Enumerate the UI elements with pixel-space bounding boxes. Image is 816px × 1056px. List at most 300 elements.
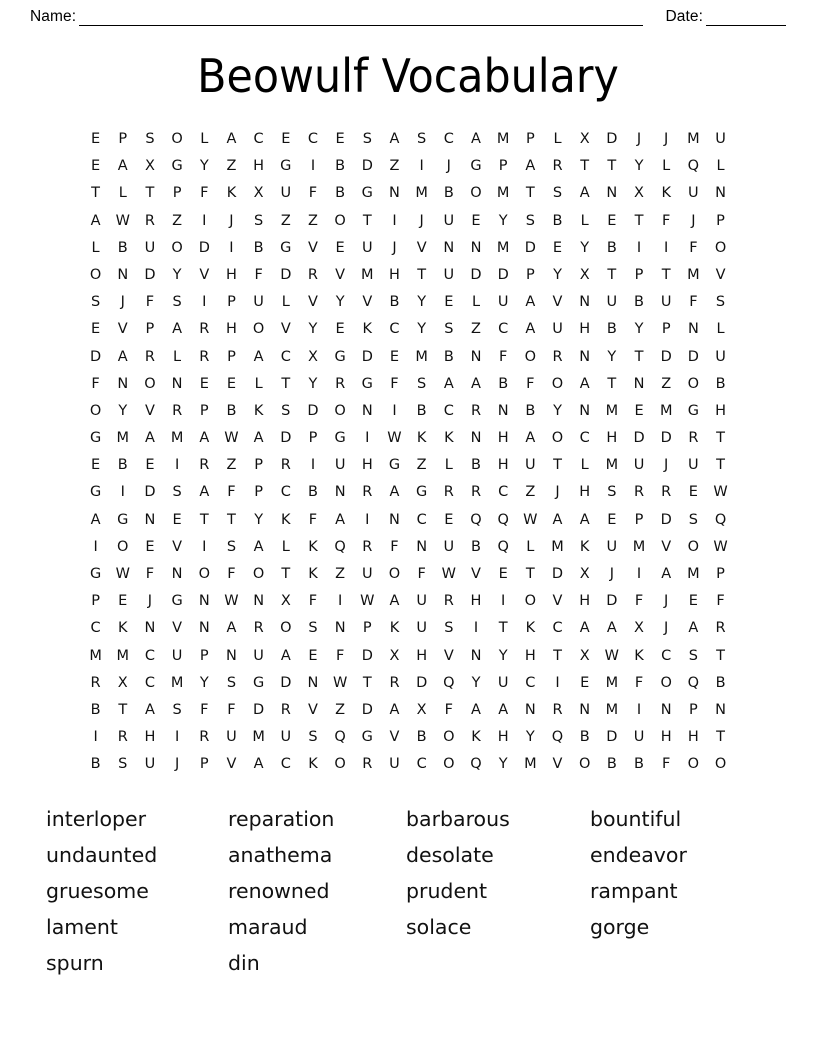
grid-cell[interactable]: O	[443, 756, 455, 773]
grid-cell[interactable]: T	[716, 430, 725, 447]
grid-cell[interactable]: U	[606, 294, 618, 311]
grid-cell[interactable]: U	[253, 294, 264, 311]
grid-cell[interactable]: T	[118, 701, 128, 718]
grid-cell[interactable]: Q	[497, 511, 509, 528]
grid-cell[interactable]: F	[145, 566, 155, 582]
grid-cell[interactable]: Q	[497, 538, 509, 555]
grid-cell[interactable]: M	[415, 348, 428, 365]
grid-cell[interactable]: O	[551, 375, 564, 392]
grid-cell[interactable]: B	[117, 239, 128, 256]
grid-cell[interactable]: Y	[634, 158, 644, 175]
grid-cell[interactable]: P	[145, 321, 155, 338]
grid-cell[interactable]: A	[90, 511, 101, 528]
grid-cell[interactable]: H	[687, 729, 699, 746]
grid-cell[interactable]: T	[227, 511, 236, 528]
grid-cell[interactable]: Q	[687, 158, 700, 175]
word-list-item[interactable]: reparation	[228, 806, 335, 831]
grid-cell[interactable]: V	[280, 321, 291, 338]
grid-cell[interactable]: Y	[308, 321, 318, 338]
grid-cell[interactable]: D	[633, 430, 645, 447]
grid-cell[interactable]: N	[171, 375, 183, 392]
grid-cell[interactable]: I	[202, 294, 207, 311]
grid-cell[interactable]: S	[145, 131, 155, 147]
grid-cell[interactable]: Z	[226, 158, 237, 175]
grid-cell[interactable]: K	[579, 538, 590, 555]
grid-cell[interactable]: E	[471, 212, 481, 229]
grid-cell[interactable]: Y	[471, 674, 481, 691]
grid-cell[interactable]: U	[361, 239, 373, 256]
grid-cell[interactable]: E	[498, 566, 508, 582]
word-list-item[interactable]: solace	[406, 914, 472, 939]
grid-cell[interactable]: M	[116, 430, 130, 447]
grid-cell[interactable]: S	[172, 294, 182, 311]
grid-cell[interactable]: K	[308, 538, 318, 555]
grid-cell[interactable]: H	[579, 484, 591, 501]
grid-cell[interactable]: B	[498, 375, 509, 392]
grid-cell[interactable]: R	[470, 484, 482, 501]
grid-cell[interactable]: Z	[335, 701, 346, 718]
grid-cell[interactable]: F	[444, 701, 453, 718]
grid-cell[interactable]: R	[280, 701, 291, 718]
grid-cell[interactable]: Y	[525, 729, 535, 746]
grid-cell[interactable]: V	[308, 239, 318, 256]
grid-cell[interactable]: R	[633, 484, 645, 501]
grid-cell[interactable]: F	[91, 375, 100, 392]
grid-cell[interactable]: M	[605, 402, 619, 419]
grid-cell[interactable]: N	[334, 620, 346, 637]
grid-cell[interactable]: B	[307, 484, 318, 501]
grid-cell[interactable]: A	[498, 701, 509, 718]
grid-cell[interactable]: O	[714, 756, 727, 773]
grid-cell[interactable]: J	[120, 294, 125, 311]
grid-cell[interactable]: A	[443, 375, 454, 392]
grid-cell[interactable]: H	[715, 402, 726, 419]
grid-cell[interactable]: C	[443, 402, 454, 419]
grid-cell[interactable]: U	[253, 647, 264, 664]
grid-cell[interactable]: T	[716, 457, 725, 474]
grid-cell[interactable]: T	[525, 566, 535, 582]
grid-cell[interactable]: B	[579, 729, 590, 746]
grid-cell[interactable]: X	[634, 620, 644, 637]
grid-cell[interactable]: P	[227, 294, 236, 311]
grid-cell[interactable]: B	[226, 402, 237, 419]
grid-cell[interactable]: T	[661, 266, 671, 283]
grid-cell[interactable]: L	[91, 239, 100, 256]
word-list-item[interactable]: renowned	[228, 878, 330, 903]
word-list-item[interactable]: gorge	[590, 914, 650, 939]
grid-cell[interactable]: I	[664, 239, 669, 256]
grid-cell[interactable]: F	[308, 511, 318, 528]
word-list-item[interactable]: spurn	[46, 950, 104, 975]
grid-cell[interactable]: D	[606, 593, 618, 610]
grid-cell[interactable]: S	[417, 375, 427, 392]
grid-cell[interactable]: Y	[172, 266, 182, 283]
grid-cell[interactable]: A	[525, 321, 536, 338]
grid-cell[interactable]: Q	[470, 511, 482, 528]
grid-cell[interactable]: I	[392, 402, 397, 419]
grid-cell[interactable]: U	[497, 294, 509, 311]
grid-cell[interactable]: K	[118, 620, 128, 637]
grid-cell[interactable]: B	[443, 348, 454, 365]
grid-cell[interactable]: B	[389, 294, 400, 311]
grid-cell[interactable]: X	[280, 593, 291, 610]
grid-cell[interactable]: E	[688, 593, 698, 610]
grid-cell[interactable]: U	[525, 457, 536, 474]
grid-cell[interactable]: S	[172, 484, 182, 501]
grid-cell[interactable]: F	[390, 375, 399, 392]
grid-cell[interactable]: V	[172, 538, 183, 555]
grid-cell[interactable]: I	[365, 511, 370, 528]
grid-cell[interactable]: T	[145, 185, 155, 202]
grid-cell[interactable]: A	[525, 430, 536, 447]
grid-cell[interactable]: E	[580, 674, 590, 691]
word-list-item[interactable]: maraud	[228, 914, 308, 939]
grid-cell[interactable]: B	[90, 756, 101, 773]
grid-cell[interactable]: E	[91, 131, 101, 147]
grid-cell[interactable]: N	[117, 266, 129, 283]
grid-cell[interactable]: M	[687, 566, 700, 582]
grid-cell[interactable]: A	[199, 430, 210, 447]
grid-cell[interactable]: N	[416, 538, 428, 555]
grid-cell[interactable]: N	[389, 185, 400, 202]
grid-cell[interactable]: D	[416, 674, 428, 691]
grid-cell[interactable]: R	[552, 158, 563, 175]
grid-cell[interactable]: R	[661, 484, 672, 501]
grid-cell[interactable]: C	[280, 756, 291, 773]
grid-cell[interactable]: O	[117, 538, 129, 555]
grid-cell[interactable]: B	[606, 756, 617, 773]
grid-cell[interactable]: O	[280, 620, 292, 637]
grid-cell[interactable]: I	[392, 212, 397, 229]
grid-cell[interactable]: R	[470, 402, 482, 419]
grid-cell[interactable]: V	[389, 729, 400, 746]
grid-cell[interactable]: Y	[417, 321, 427, 338]
grid-cell[interactable]: V	[552, 294, 563, 311]
grid-cell[interactable]: F	[498, 348, 508, 365]
grid-cell[interactable]: O	[660, 674, 672, 691]
grid-cell[interactable]: X	[389, 647, 400, 664]
grid-cell[interactable]: E	[308, 647, 318, 664]
word-list-item[interactable]: desolate	[406, 842, 494, 867]
grid-cell[interactable]: P	[91, 593, 100, 610]
word-list-item[interactable]: prudent	[406, 878, 488, 903]
grid-cell[interactable]: G	[361, 185, 373, 202]
grid-cell[interactable]: A	[389, 484, 400, 501]
grid-cell[interactable]: T	[607, 266, 617, 283]
grid-cell[interactable]: O	[334, 756, 346, 773]
grid-cell[interactable]: X	[253, 185, 264, 202]
grid-cell[interactable]: A	[688, 620, 699, 637]
grid-cell[interactable]: H	[144, 729, 156, 746]
grid-cell[interactable]: L	[716, 158, 725, 175]
grid-cell[interactable]: M	[496, 185, 510, 202]
grid-cell[interactable]: B	[634, 294, 644, 311]
grid-cell[interactable]: I	[636, 566, 642, 582]
name-input-line[interactable]	[79, 10, 643, 26]
grid-cell[interactable]: Y	[335, 294, 345, 311]
grid-cell[interactable]: F	[662, 756, 671, 773]
grid-cell[interactable]: L	[281, 294, 290, 311]
grid-cell[interactable]: K	[661, 185, 671, 202]
grid-cell[interactable]: T	[281, 375, 291, 392]
grid-cell[interactable]: Y	[199, 158, 209, 175]
grid-cell[interactable]: L	[200, 131, 209, 147]
grid-cell[interactable]: O	[171, 239, 183, 256]
grid-cell[interactable]: W	[713, 484, 728, 501]
grid-cell[interactable]: G	[89, 430, 102, 447]
grid-cell[interactable]: I	[174, 457, 180, 474]
grid-cell[interactable]: I	[202, 538, 207, 555]
grid-cell[interactable]: L	[254, 375, 263, 392]
grid-cell[interactable]: B	[335, 185, 346, 202]
grid-cell[interactable]: P	[254, 484, 263, 501]
grid-cell[interactable]: V	[362, 294, 373, 311]
grid-cell[interactable]: B	[416, 402, 427, 419]
grid-cell[interactable]: X	[579, 266, 590, 283]
grid-cell[interactable]: G	[280, 239, 292, 256]
grid-cell[interactable]: N	[144, 620, 156, 637]
grid-cell[interactable]: G	[334, 348, 346, 365]
grid-cell[interactable]: W	[523, 511, 538, 528]
grid-cell[interactable]: G	[334, 430, 346, 447]
grid-cell[interactable]: P	[634, 266, 644, 283]
grid-cell[interactable]: U	[552, 321, 563, 338]
grid-cell[interactable]: T	[525, 185, 535, 202]
grid-cell[interactable]: Z	[335, 566, 346, 582]
grid-cell[interactable]: R	[362, 756, 373, 773]
grid-cell[interactable]: E	[172, 511, 182, 528]
grid-cell[interactable]: E	[145, 538, 155, 555]
grid-cell[interactable]: I	[229, 239, 234, 256]
grid-cell[interactable]: F	[200, 185, 209, 202]
grid-cell[interactable]: S	[118, 756, 128, 773]
grid-cell[interactable]: G	[89, 566, 102, 582]
word-list-item[interactable]: barbarous	[406, 806, 510, 831]
grid-cell[interactable]: O	[524, 593, 537, 610]
grid-cell[interactable]: C	[307, 131, 319, 147]
grid-cell[interactable]: A	[471, 701, 481, 718]
grid-cell[interactable]: D	[606, 729, 618, 746]
grid-cell[interactable]: A	[226, 131, 237, 147]
grid-cell[interactable]: O	[524, 348, 537, 365]
grid-cell[interactable]: R	[199, 321, 210, 338]
grid-cell[interactable]: Q	[470, 756, 482, 773]
grid-cell[interactable]: R	[307, 266, 318, 283]
grid-cell[interactable]: A	[525, 158, 536, 175]
grid-cell[interactable]: U	[688, 457, 699, 474]
grid-cell[interactable]: A	[280, 647, 291, 664]
grid-cell[interactable]: P	[308, 430, 318, 447]
grid-cell[interactable]: Q	[551, 729, 564, 746]
grid-cell[interactable]: U	[715, 131, 726, 147]
grid-cell[interactable]: U	[606, 538, 618, 555]
grid-cell[interactable]: T	[580, 158, 590, 175]
grid-cell[interactable]: F	[227, 701, 236, 718]
grid-cell[interactable]: Z	[471, 321, 481, 338]
grid-cell[interactable]: S	[688, 647, 698, 664]
grid-cell[interactable]: K	[444, 430, 454, 447]
grid-cell[interactable]: C	[416, 511, 427, 528]
grid-cell[interactable]: F	[662, 212, 671, 229]
grid-cell[interactable]: M	[687, 266, 700, 283]
grid-cell[interactable]: I	[93, 729, 98, 746]
grid-cell[interactable]: O	[89, 402, 102, 419]
grid-cell[interactable]: U	[334, 457, 346, 474]
grid-cell[interactable]: W	[604, 647, 620, 664]
grid-cell[interactable]: S	[715, 294, 726, 311]
grid-cell[interactable]: C	[579, 430, 590, 447]
grid-cell[interactable]: F	[689, 239, 698, 256]
grid-cell[interactable]: V	[471, 566, 481, 582]
grid-cell[interactable]: S	[444, 620, 454, 637]
grid-cell[interactable]: U	[280, 185, 292, 202]
grid-cell[interactable]: B	[253, 239, 264, 256]
grid-cell[interactable]: A	[253, 756, 264, 773]
grid-cell[interactable]: U	[688, 185, 699, 202]
grid-cell[interactable]: G	[416, 484, 428, 501]
grid-cell[interactable]: U	[171, 647, 183, 664]
grid-cell[interactable]: P	[199, 756, 209, 773]
grid-cell[interactable]: P	[525, 266, 535, 283]
grid-cell[interactable]: B	[715, 674, 726, 691]
grid-cell[interactable]: D	[361, 158, 373, 175]
grid-cell[interactable]: Y	[254, 511, 264, 528]
grid-cell[interactable]: E	[335, 131, 345, 147]
grid-cell[interactable]: M	[551, 538, 564, 555]
grid-cell[interactable]: J	[609, 566, 614, 582]
word-list-item[interactable]: bountiful	[590, 806, 682, 831]
grid-cell[interactable]: J	[419, 212, 424, 229]
grid-cell[interactable]: L	[526, 538, 535, 555]
grid-cell[interactable]: W	[441, 566, 456, 582]
grid-cell[interactable]: M	[361, 266, 374, 283]
grid-cell[interactable]: G	[171, 593, 183, 610]
grid-cell[interactable]: E	[607, 212, 617, 229]
grid-cell[interactable]: A	[389, 131, 400, 147]
grid-cell[interactable]: U	[280, 729, 292, 746]
grid-cell[interactable]: H	[524, 647, 536, 664]
grid-cell[interactable]: G	[388, 457, 401, 474]
grid-cell[interactable]: E	[91, 321, 101, 338]
grid-cell[interactable]: N	[470, 647, 482, 664]
grid-cell[interactable]: U	[633, 729, 645, 746]
grid-cell[interactable]: B	[715, 375, 726, 392]
grid-cell[interactable]: K	[416, 430, 427, 447]
grid-cell[interactable]: T	[199, 511, 209, 528]
grid-cell[interactable]: M	[605, 674, 619, 691]
grid-cell[interactable]: R	[715, 620, 726, 637]
date-input-line[interactable]	[706, 10, 786, 26]
grid-cell[interactable]: C	[280, 348, 291, 365]
grid-cell[interactable]: S	[688, 511, 698, 528]
grid-cell[interactable]: E	[199, 375, 209, 392]
grid-cell[interactable]: Z	[226, 457, 237, 474]
grid-cell[interactable]: P	[118, 131, 128, 147]
grid-cell[interactable]: K	[281, 511, 291, 528]
grid-cell[interactable]: B	[552, 212, 563, 229]
grid-cell[interactable]: H	[606, 430, 618, 447]
word-search-grid[interactable]	[82, 126, 734, 779]
grid-cell[interactable]: U	[497, 674, 509, 691]
grid-cell[interactable]: U	[633, 457, 645, 474]
grid-cell[interactable]: K	[308, 566, 318, 582]
grid-cell[interactable]: V	[308, 701, 318, 718]
grid-cell[interactable]: H	[225, 266, 237, 283]
grid-cell[interactable]: P	[362, 620, 372, 637]
grid-cell[interactable]: C	[498, 484, 509, 501]
grid-cell[interactable]: J	[664, 457, 669, 474]
grid-cell[interactable]: L	[716, 321, 725, 338]
grid-cell[interactable]: G	[171, 158, 183, 175]
grid-cell[interactable]: O	[334, 402, 346, 419]
grid-cell[interactable]: I	[310, 457, 316, 474]
grid-cell[interactable]: V	[661, 538, 672, 555]
word-list-item[interactable]: gruesome	[46, 878, 149, 903]
grid-cell[interactable]: Y	[199, 674, 209, 691]
grid-cell[interactable]: D	[361, 348, 373, 365]
grid-cell[interactable]: P	[498, 158, 508, 175]
grid-cell[interactable]: Q	[443, 674, 455, 691]
grid-cell[interactable]: I	[555, 674, 560, 691]
grid-cell[interactable]: F	[308, 185, 318, 202]
grid-cell[interactable]: W	[224, 430, 239, 447]
grid-cell[interactable]: M	[170, 430, 184, 447]
grid-cell[interactable]: B	[606, 239, 617, 256]
grid-cell[interactable]: G	[470, 158, 482, 175]
grid-cell[interactable]: D	[253, 701, 265, 718]
grid-cell[interactable]: K	[362, 321, 373, 338]
grid-cell[interactable]: Z	[280, 212, 291, 229]
grid-cell[interactable]: H	[497, 457, 509, 474]
grid-cell[interactable]: A	[199, 484, 210, 501]
grid-cell[interactable]: N	[470, 239, 482, 256]
grid-cell[interactable]: M	[659, 402, 673, 419]
grid-cell[interactable]: C	[144, 647, 155, 664]
grid-cell[interactable]: X	[144, 158, 155, 175]
grid-cell[interactable]: S	[172, 701, 182, 718]
grid-cell[interactable]: I	[174, 729, 180, 746]
grid-cell[interactable]: Z	[661, 375, 672, 392]
grid-cell[interactable]: P	[525, 131, 535, 147]
grid-cell[interactable]: Y	[607, 348, 617, 365]
grid-cell[interactable]: H	[225, 321, 237, 338]
grid-cell[interactable]: Y	[498, 756, 508, 773]
grid-cell[interactable]: V	[117, 321, 128, 338]
grid-cell[interactable]: O	[334, 212, 346, 229]
word-list-item[interactable]: rampant	[590, 878, 678, 903]
grid-cell[interactable]: A	[661, 566, 672, 582]
grid-cell[interactable]: J	[174, 756, 180, 773]
grid-cell[interactable]: A	[552, 511, 563, 528]
grid-cell[interactable]: C	[552, 620, 563, 637]
grid-cell[interactable]: H	[497, 430, 509, 447]
grid-cell[interactable]: A	[389, 701, 400, 718]
grid-cell[interactable]: S	[444, 321, 454, 338]
word-list-item[interactable]: interloper	[46, 806, 147, 831]
grid-cell[interactable]: S	[525, 212, 535, 229]
grid-cell[interactable]: P	[199, 402, 209, 419]
grid-cell[interactable]: D	[551, 566, 564, 582]
grid-cell[interactable]: A	[579, 511, 590, 528]
grid-cell[interactable]: R	[90, 674, 101, 691]
grid-cell[interactable]: B	[416, 729, 427, 746]
grid-cell[interactable]: N	[171, 566, 183, 582]
grid-cell[interactable]: P	[661, 321, 671, 338]
grid-cell[interactable]: H	[389, 266, 400, 283]
grid-cell[interactable]: B	[335, 158, 346, 175]
grid-cell[interactable]: D	[497, 266, 509, 283]
grid-cell[interactable]: O	[252, 566, 265, 582]
